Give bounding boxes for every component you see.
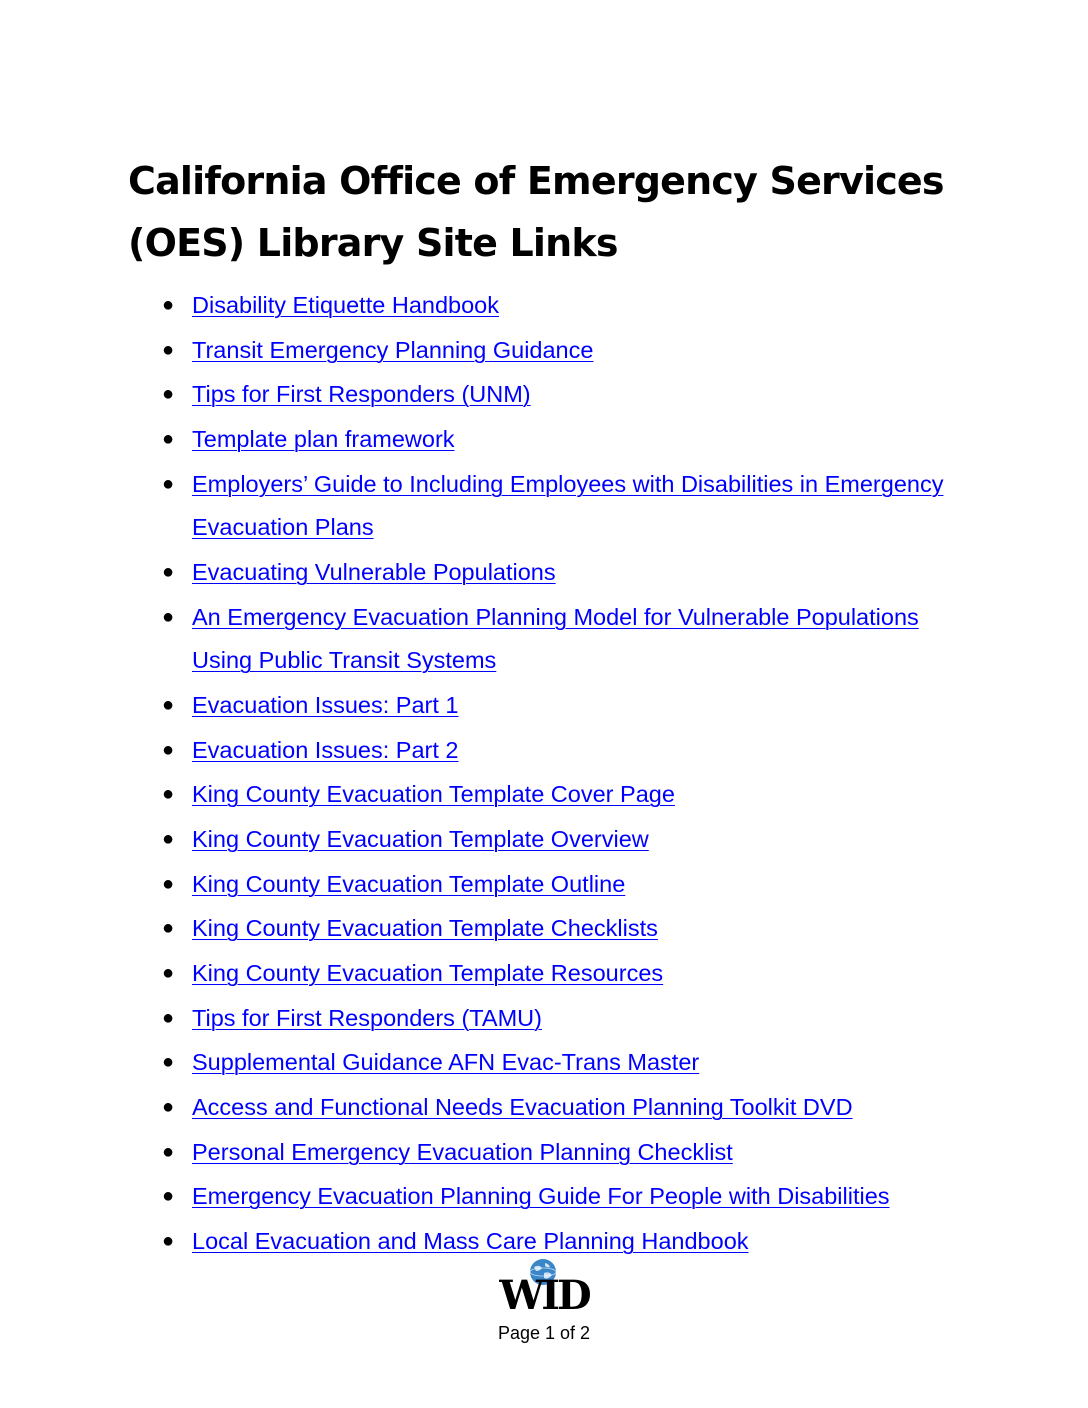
bullet-icon: ● <box>162 1140 175 1163</box>
bullet-icon: ● <box>162 693 175 716</box>
list-item <box>0 284 952 328</box>
bullet-icon: ● <box>162 560 175 583</box>
wid-logo <box>489 1258 599 1322</box>
list-item <box>0 729 952 773</box>
logo-text: WID <box>499 1272 589 1319</box>
link-mass-care-handbook[interactable]: Local Evacuation and Mass Care Planning Handbook <box>192 1228 749 1255</box>
list-item <box>0 907 952 951</box>
bullet-icon: ● <box>162 605 175 628</box>
link-supplemental-guidance-afn[interactable]: Supplemental Guidance AFN Evac-Trans Master <box>192 1049 700 1076</box>
link-tips-first-responders-tamu[interactable]: Tips for First Responders (TAMU) <box>192 1004 542 1031</box>
link-king-county-outline[interactable]: King County Evacuation Template Outline <box>192 870 626 897</box>
link-disability-etiquette-handbook[interactable]: Disability Etiquette Handbook <box>192 292 499 318</box>
list-item <box>0 684 952 728</box>
link-employers-guide[interactable]: Employers’ Guide to Including Employees with Disabilities in Emergency Evacuation Plans <box>192 470 944 541</box>
link-tips-first-responders-unm[interactable]: Tips for First Responders (UNM) <box>192 381 531 408</box>
list-item <box>0 329 952 373</box>
link-transit-emergency-planning-guidance[interactable]: Transit Emergency Planning Guidance <box>192 336 594 363</box>
bullet-icon: ● <box>162 1185 175 1208</box>
list-item <box>0 463 952 550</box>
bullet-icon: ● <box>162 338 175 361</box>
link-evacuating-vulnerable-populations[interactable]: Evacuating Vulnerable Populations <box>192 558 556 585</box>
bullet-icon: ● <box>162 1096 175 1118</box>
bullet-icon: ● <box>162 827 175 850</box>
list-item <box>0 373 952 417</box>
link-king-county-resources[interactable]: King County Evacuation Template Resources <box>192 959 664 986</box>
bullet-icon: ● <box>162 1230 175 1253</box>
bullet-icon: ● <box>162 428 175 451</box>
bullet-icon: ● <box>162 294 175 316</box>
link-king-county-cover-page[interactable]: King County Evacuation Template Cover Page <box>192 781 675 808</box>
bullet-icon: ● <box>162 472 175 495</box>
link-evacuation-guide-disabilities[interactable]: Emergency Evacuation Planning Guide For People with Disabilities <box>192 1183 890 1210</box>
link-king-county-overview[interactable]: King County Evacuation Template Overview <box>192 825 649 852</box>
list-item <box>0 418 952 462</box>
bullet-icon: ● <box>162 1006 175 1029</box>
bullet-icon: ● <box>162 738 175 761</box>
list-item <box>0 952 952 996</box>
list-item <box>0 773 952 817</box>
list-item <box>0 1175 952 1219</box>
list-item <box>0 596 952 683</box>
link-evacuation-issues-part-2[interactable]: Evacuation Issues: Part 2 <box>192 736 459 763</box>
link-template-plan-framework[interactable]: Template plan framework <box>192 426 455 453</box>
link-personal-evacuation-checklist[interactable]: Personal Emergency Evacuation Planning Checklist <box>192 1138 733 1165</box>
bullet-icon: ● <box>162 783 175 806</box>
link-afn-toolkit-dvd[interactable]: Access and Functional Needs Evacuation Planning Toolkit DVD <box>192 1094 853 1120</box>
bullet-icon: ● <box>162 961 175 984</box>
bullet-icon: ● <box>162 917 175 940</box>
list-item <box>0 997 952 1041</box>
list-item <box>0 1131 952 1175</box>
link-evacuation-issues-part-1[interactable]: Evacuation Issues: Part 1 <box>192 691 459 718</box>
list-item <box>0 818 952 862</box>
bullet-icon: ● <box>162 383 175 406</box>
list-item <box>0 1041 952 1085</box>
list-item <box>0 551 952 595</box>
bullet-icon: ● <box>162 872 175 895</box>
link-list <box>0 284 1088 1265</box>
page-title: California Office of Emergency Services (OES) Library Site Links <box>128 159 944 265</box>
list-item <box>0 863 952 907</box>
link-evacuation-planning-model[interactable]: An Emergency Evacuation Planning Model for Vulnerable Populations Using Public Transit Systems <box>192 603 919 674</box>
link-king-county-checklists[interactable]: King County Evacuation Template Checklists <box>192 915 658 942</box>
list-item <box>0 1086 952 1130</box>
page-footer <box>0 1258 1088 1344</box>
page-number: Page 1 of 2 <box>497 1323 591 1343</box>
bullet-icon: ● <box>162 1051 175 1074</box>
